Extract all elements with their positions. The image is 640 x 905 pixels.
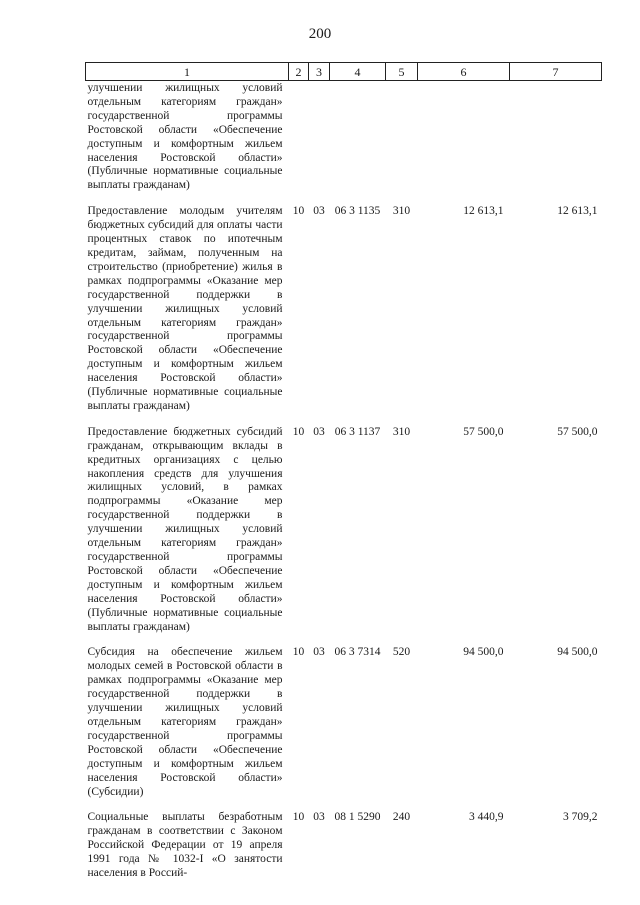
amount-col7: 3 709,2 xyxy=(563,811,598,824)
target-article-code: 08 1 5290 xyxy=(334,811,381,824)
budget-table xyxy=(85,62,602,893)
subsection-code: 03 xyxy=(313,205,325,218)
amount-col6: 94 500,0 xyxy=(463,646,504,659)
row-description: Социальные выплаты безработным гражданам в соответствии с Законом Российской Федерации от 19 апреля 1991 года № 1032-I «О занятости населения в Россий- xyxy=(87,811,283,880)
amount-col7: 94 500,0 xyxy=(557,646,598,659)
section-code xyxy=(289,81,309,206)
amount-col7 xyxy=(510,81,602,206)
expense-type-code: 310 xyxy=(392,205,411,218)
target-article-code: 06 3 7314 xyxy=(334,646,381,659)
table-row xyxy=(86,426,602,647)
section-code: 10 xyxy=(292,646,305,659)
target-article-code xyxy=(330,81,386,206)
amount-col7: 12 613,1 xyxy=(557,205,598,218)
row-description: Субсидия на обеспечение жильем молодых семей в Ростовской области в рамках подпрограммы «Оказание мер государственной поддержки в улучшении жилищных условий отдельным категориям граждан» государственной программы Ростовской области «Обеспечение доступным и комфортным жильем населения Ростовской области» (Субсидии) xyxy=(87,646,283,798)
table-row xyxy=(86,646,602,811)
section-code: 10 xyxy=(292,205,305,218)
amount-col6: 3 440,9 xyxy=(469,811,504,824)
table-header-row xyxy=(86,63,602,81)
table-row xyxy=(86,811,602,893)
target-article-code: 06 3 1135 xyxy=(334,205,381,218)
subsection-code: 03 xyxy=(313,425,325,438)
column-header: 7 xyxy=(510,63,602,81)
subsection-code: 03 xyxy=(313,811,325,824)
table-row xyxy=(86,205,602,426)
column-header: 6 xyxy=(418,63,510,81)
subsection-code: 03 xyxy=(313,646,325,659)
row-description: Предоставление молодым учителям бюджетных субсидий для оплаты части процентных ставок по ипотечным кредитам, займам, полученным на строительство (приобретение) жилья в рамках подпрограммы «Оказание мер государственной поддержки в улучшении жилищных условий отдельным категориям граждан» государственной программы Ростовской области «Обеспечение доступным и комфортным жильем населения Ростовской области» (Публичные нормативные социальные выплаты гражданам) xyxy=(87,205,283,412)
column-header: 4 xyxy=(330,63,386,81)
expense-type-code: 520 xyxy=(392,646,411,659)
table-row xyxy=(86,81,602,206)
column-header: 1 xyxy=(86,63,289,81)
target-article-code: 06 3 1137 xyxy=(334,425,381,438)
section-code: 10 xyxy=(292,811,305,824)
expense-type-code xyxy=(386,81,418,206)
column-header: 2 xyxy=(289,63,309,81)
amount-col6: 57 500,0 xyxy=(463,425,504,438)
row-description: улучшении жилищных условий отдельным категориям граждан» государственной программы Ростовской области «Обеспечение доступным и комфортным жильем населения Ростовской области» (Публичные нормативные социальные выплаты гражданам) xyxy=(87,82,283,192)
amount-col7: 57 500,0 xyxy=(557,425,598,438)
column-header: 5 xyxy=(386,63,418,81)
expense-type-code: 310 xyxy=(392,425,411,438)
row-description: Предоставление бюджетных субсидий гражданам, открывающим вклады в кредитных организациях с целью накопления средств для улучшения жилищных условий, в рамках подпрограммы «Оказание мер государственной поддержки в улучшении жилищных условий отдельным категориям граждан» государственной программы Ростовской области «Обеспечение доступным и комфортным жильем населения Ростовской области» (Публичные нормативные социальные выплаты гражданам) xyxy=(87,425,283,633)
page-number: 200 xyxy=(308,26,332,42)
column-header: 3 xyxy=(309,63,330,81)
expense-type-code: 240 xyxy=(392,811,411,824)
amount-col6 xyxy=(418,81,510,206)
subsection-code xyxy=(309,81,330,206)
amount-col6: 12 613,1 xyxy=(463,205,504,218)
section-code: 10 xyxy=(292,425,305,438)
